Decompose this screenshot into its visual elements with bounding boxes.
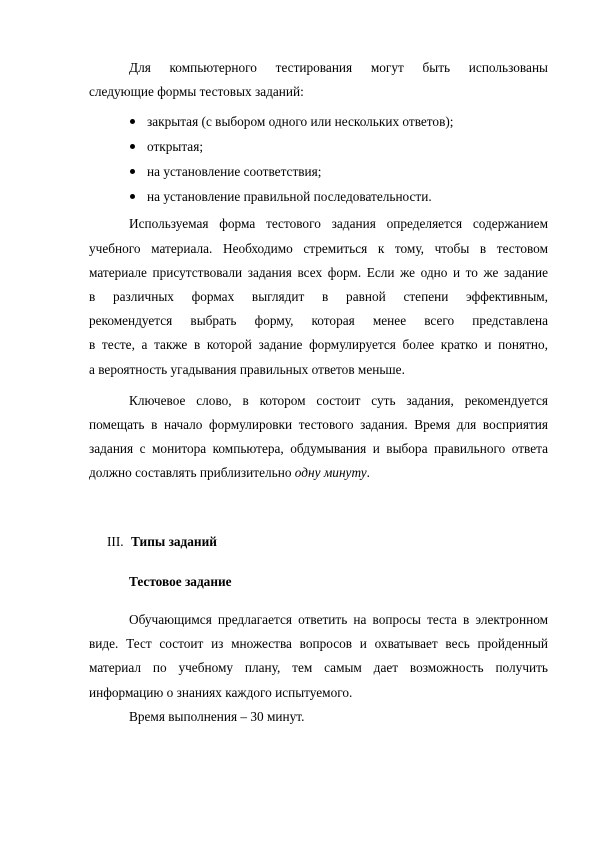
p2-line5: рекомендуется выбрать форму, которая менее всего представлена — [89, 313, 548, 329]
p3-last-suffix: . — [366, 465, 370, 481]
p2-line4: в различных формах выглядит в равной степени эффективным, — [89, 289, 548, 305]
section-number: III. — [107, 533, 124, 549]
p2-line1: Используемая форма тестового задания определяется содержанием — [129, 216, 548, 232]
p4-line1: Обучающимся предлагается ответить на вопросы теста в электронном — [129, 612, 548, 628]
p3-last-text: должно составлять приблизительно — [89, 465, 295, 481]
p3-emphasis: одну минуту — [294, 465, 367, 481]
list-item-text: на установление соответствия; — [147, 164, 322, 180]
p2-line2: учебного материала. Необходимо стремиться к тому, чтобы в тестовом — [89, 240, 548, 256]
section-title: Типы заданий — [131, 533, 217, 549]
bullet-icon — [130, 169, 135, 174]
p2-line6: в тесте, а также в которой задание формулируется более кратко и понятно, — [89, 337, 548, 353]
p3-line2: помещать в начало формулировки тестового задания. Время для восприятия — [89, 417, 548, 433]
p3-line3: задания с монитора компьютера, обдумывания и выбора правильного ответа — [89, 441, 548, 457]
section-heading — [89, 530, 548, 554]
p4-line4: информацию о знаниях каждого испытуемого. — [89, 684, 353, 700]
p3-line4 — [89, 461, 548, 485]
list-item-text: на установление правильной последовательности. — [147, 189, 432, 205]
bullet-icon — [130, 144, 135, 149]
subsection-heading: Тестовое задание — [129, 573, 232, 589]
p3-line1: Ключевое слово, в котором состоит суть задания, рекомендуется — [129, 392, 548, 408]
p4-line2: виде. Тест состоит из множества вопросов и охватывает весь пройденный — [89, 636, 548, 652]
list-item — [89, 109, 548, 134]
test-forms-list — [89, 109, 548, 209]
list-item-text: закрытая (с выбором одного или нескольких ответов); — [147, 114, 454, 130]
p1-line2: следующие формы тестовых заданий: — [89, 84, 304, 100]
list-item — [89, 159, 548, 184]
list-item-text: открытая; — [147, 139, 204, 155]
list-item — [89, 134, 548, 159]
p5: Время выполнения – 30 минут. — [129, 708, 305, 724]
p2-line7: а вероятность угадывания правильных ответов меньше. — [89, 361, 405, 377]
p1-line1: Для компьютерного тестирования могут быть использованы — [129, 60, 548, 75]
bullet-icon — [130, 194, 135, 199]
p2-line3: материале присутствовали задания всех форм. Если же одно и то же задание — [89, 264, 548, 280]
bullet-icon — [130, 119, 135, 124]
document-body — [89, 56, 548, 729]
list-item — [89, 184, 548, 209]
p4-line3: материал по учебному плану, тем самым дает возможность получить — [89, 660, 548, 676]
